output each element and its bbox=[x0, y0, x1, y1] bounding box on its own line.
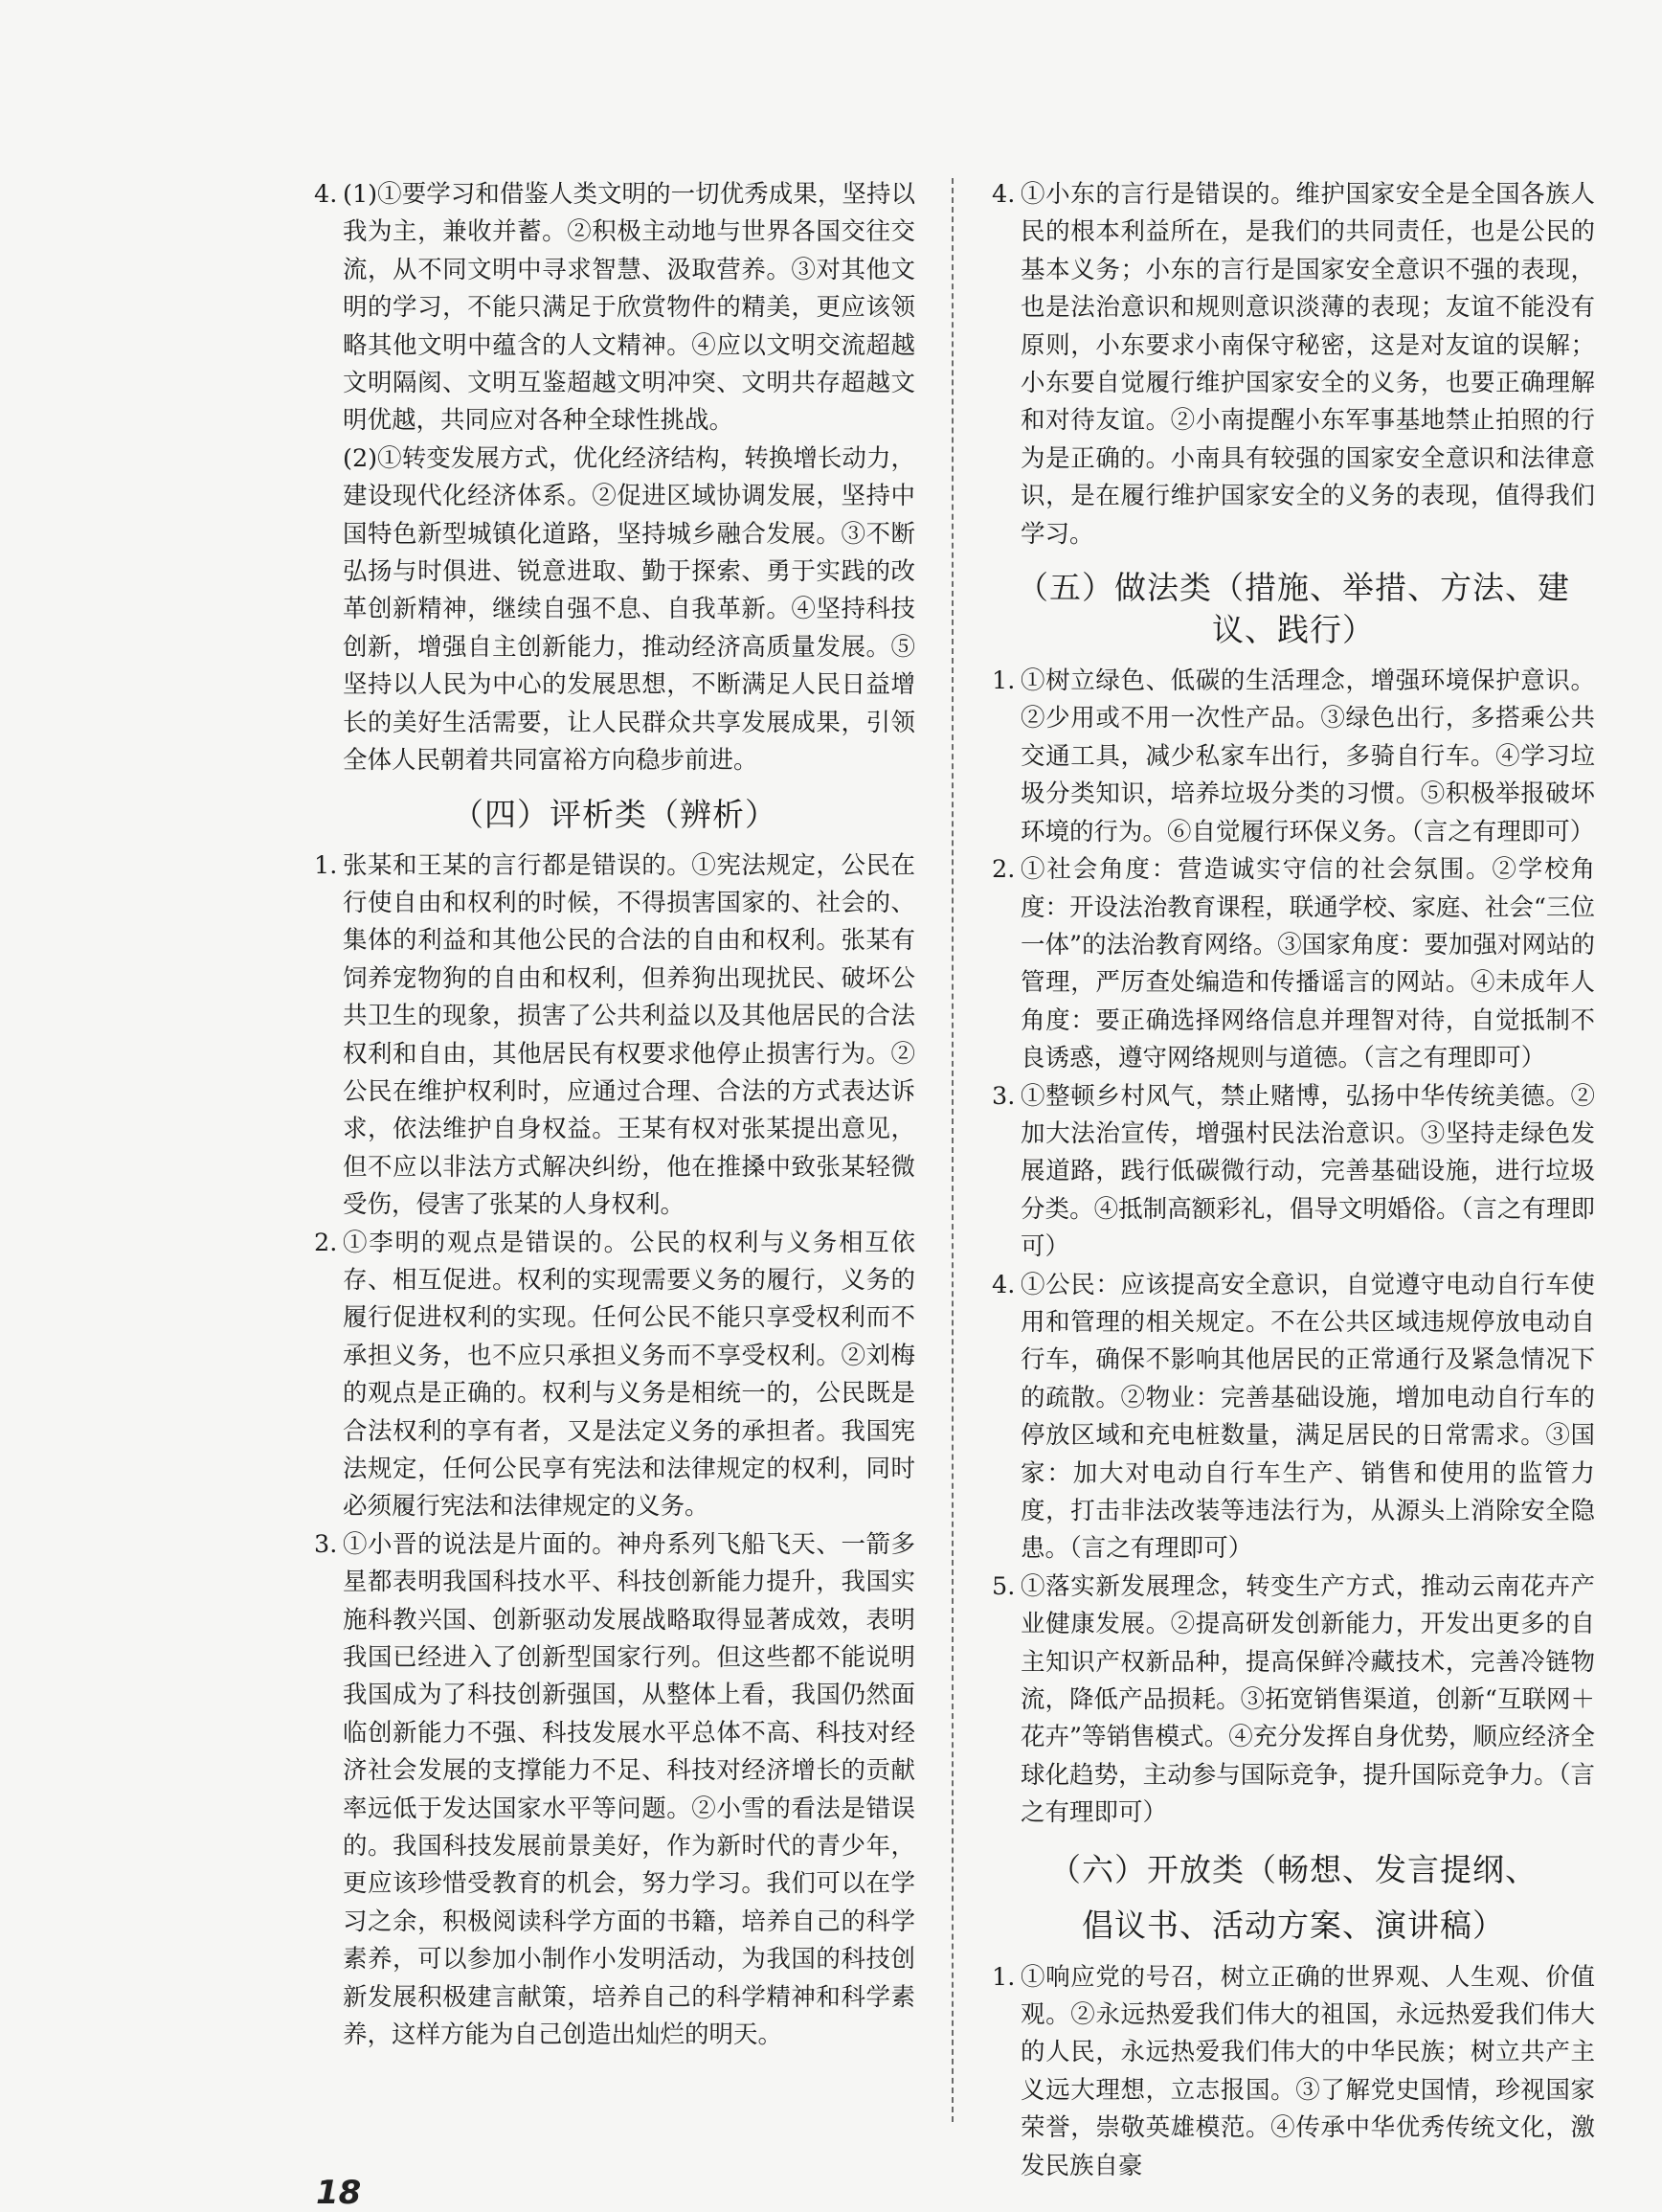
answer-part-1: (1)①要学习和借鉴人类文明的一切优秀成果，坚持以我为主，兼收并蓄。②积极主动地与世界各国交往交流，从不同文明中寻求智慧、汲取营养。③对其他文明的学习，不能只满足于欣赏物件的精美，更应该领略其他文明中蕴含的人文精神。④应以文明交流超越文明隔阂、文明互鉴超越文明冲突、文明共存超越文明优越，共同应对各种全球性挑战。 bbox=[343, 180, 915, 436]
answer-part-2: (2)①转变发展方式，优化经济结构，转换增长动力，建设现代化经济体系。②促进区域协调发展，坚持中国特色新型城镇化道路，坚持城乡融合发展。③不断弘扬与时俱进、锐意进取、勤于探索、勇于实践的改革创新精神，继续自强不息、自我革新。④坚持科技创新，增强自主创新能力，推动经济高质量发展。⑤坚持以人民为中心的发展思想，不断满足人民日益增长的美好生活需要，让人民群众共享发展成果，引领全体人民朝着共同富裕方向稳步前进。 bbox=[343, 443, 915, 776]
item-text: ①公民：应该提高安全意识，自觉遵守电动自行车使用和管理的相关规定。不在公共区域违规停放电动自行车，确保不影响其他居民的正常通行及紧急情况下的疏散。②物业：完善基础设施，增加电动自行车的停放区域和充电桩数量，满足居民的日常需求。③国家：加大对电动自行车生产、销售和使用的监管力度，打击非法改装等违法行为，从源头上消除安全隐患。（言之有理即可） bbox=[1021, 1270, 1595, 1564]
list-item bbox=[314, 1225, 915, 1526]
item-text: ①落实新发展理念，转变生产方式，推动云南花卉产业健康发展。②提高研发创新能力，开发出更多的自主知识产权新品种，提高保鲜冷藏技术，完善冷链物流，降低产品损耗。③拓宽销售渠道，创新“互联网＋花卉”等销售模式。④充分发挥自身优势，顺应经济全球化趋势，主动参与国际竞争，提升国际竞争力。（言之有理即可） bbox=[1021, 1571, 1595, 1828]
item-text: ①小晋的说法是片面的。神舟系列飞船飞天、一箭多星都表明我国科技水平、科技创新能力提升，我国实施科教兴国、创新驱动发展战略取得显著成效，表明我国已经进入了创新型国家行列。但这些都不能说明我国成为了科技创新强国，从整体上看，我国仍然面临创新能力不强、科技发展水平总体不高、科技对经济社会发展的支撑能力不足、科技对经济增长的贡献率远低于发达国家水平等问题。②小雪的看法是错误的。我国科技发展前景美好，作为新时代的青少年，更应该珍惜受教育的机会，努力学习。我们可以在学习之余，积极阅读科学方面的书籍，培养自己的科学素养，可以参加小制作小发明活动，为我国的科技创新发展积极建言献策，培养自己的科学精神和科学素养，这样方能为自己创造出灿烂的明天。 bbox=[343, 1529, 915, 2050]
section-title-practice: （五）做法类（措施、举措、方法、建议、践行） bbox=[1017, 569, 1570, 649]
list-item bbox=[992, 663, 1595, 851]
item-number: 4. bbox=[992, 180, 1016, 209]
question-4-right bbox=[992, 176, 1595, 553]
item-number: 1. bbox=[992, 1962, 1016, 1992]
list-item bbox=[314, 1526, 915, 2055]
question-4-left bbox=[314, 176, 915, 440]
item-text: ①树立绿色、低碳的生活理念，增强环境保护意识。②少用或不用一次性产品。③绿色出行，多搭乘公共交通工具，减少私家车出行，多骑自行车。④学习垃圾分类知识，培养垃圾分类的习惯。⑤积极举报破坏环境的行为。⑥自觉履行环保义务。（言之有理即可） bbox=[1021, 666, 1595, 846]
item-text: ①李明的观点是错误的。公民的权利与义务相互依存、相互促进。权利的实现需要义务的履行，义务的履行促进权利的实现。任何公民不能只享受权利而不承担义务，也不应只承担义务而不享受权利。②刘梅的观点是正确的。权利与义务是相统一的，公民既是合法权利的享有者，又是法定义务的承担者。我国宪法规定，任何公民享有宪法和法律规定的权利，同时必须履行宪法和法律规定的义务。 bbox=[343, 1228, 915, 1522]
list-item bbox=[992, 1959, 1595, 2185]
item-text: ①社会角度：营造诚实守信的社会氛围。②学校角度：开设法治教育课程，联通学校、家庭、社会“三位一体”的法治教育网络。③国家角度：要加强对网站的管理，严厉查处编造和传播谣言的网站。④未成年人角度：要正确选择网络信息并理智对待，自觉抵制不良诱惑，遵守网络规则与道德。（言之有理即可） bbox=[1021, 855, 1595, 1073]
column-divider bbox=[952, 178, 954, 2122]
list-item bbox=[314, 847, 915, 1225]
item-number: 3. bbox=[992, 1081, 1016, 1111]
page-number: 18 bbox=[316, 2174, 362, 2212]
item-text: ①整顿乡村风气，禁止赌博，弘扬中华传统美德。②加大法治宣传，增强村民法治意识。③坚持走绿色发展道路，践行低碳微行动，完善基础设施，进行垃圾分类。④抵制高额彩礼，倡导文明婚俗。（言之有理即可） bbox=[1021, 1081, 1595, 1262]
list-item bbox=[992, 1569, 1595, 1833]
right-column bbox=[992, 176, 1595, 2185]
list-item bbox=[992, 1078, 1595, 1267]
item-number: 4. bbox=[314, 180, 338, 209]
item-number: 2. bbox=[314, 1228, 338, 1257]
item-text: ①小东的言行是错误的。维护国家安全是全国各族人民的根本利益所在，是我们的共同责任，也是公民的基本义务；小东的言行是国家安全意识不强的表现，也是法治意识和规则意识淡薄的表现；友谊不能没有原则，小东要求小南保守秘密，这是对友谊的误解；小东要自觉履行维护国家安全的义务，也要正确理解和对待友谊。②小南提醒小东军事基地禁止拍照的行为是正确的。小南具有较强的国家安全意识和法律意识，是在履行维护国家安全的义务的表现，值得我们学习。 bbox=[1021, 180, 1595, 549]
item-number: 5. bbox=[992, 1571, 1016, 1601]
item-number: 3. bbox=[314, 1529, 338, 1559]
section-title-open bbox=[992, 1842, 1595, 1953]
item-number: 4. bbox=[992, 1270, 1016, 1299]
section-title-line: （六）开放类（畅想、发言提纲、 bbox=[1049, 1850, 1538, 1888]
list-item bbox=[992, 851, 1595, 1077]
left-column bbox=[314, 176, 915, 2055]
section-title-evaluation: （四）评析类（辨析） bbox=[452, 795, 777, 833]
section-title-line: 倡议书、活动方案、演讲稿） bbox=[1082, 1906, 1505, 1944]
item-number: 1. bbox=[314, 850, 338, 880]
item-text: ①响应党的号召，树立正确的世界观、人生观、价值观。②永远热爱我们伟大的祖国，永远热爱我们伟大的人民，永远热爱我们伟大的中华民族；树立共产主义远大理想，立志报国。③了解党史国情，珍视国家荣誉，崇敬英雄模范。④传承中华优秀传统文化，激发民族自豪 bbox=[1021, 1962, 1595, 2180]
item-number: 1. bbox=[992, 666, 1016, 696]
item-number: 2. bbox=[992, 855, 1016, 885]
list-item bbox=[992, 1267, 1595, 1569]
item-text: 张某和王某的言行都是错误的。①宪法规定，公民在行使自由和权利的时候，不得损害国家的、社会的、集体的利益和其他公民的合法的自由和权利。张某有饲养宠物狗的自由和权利，但养狗出现扰民、破坏公共卫生的现象，损害了公共利益以及其他居民的合法权利和自由，其他居民有权要求他停止损害行为。②公民在维护权利时，应通过合理、合法的方式表达诉求，依法维护自身权益。王某有权对张某提出意见，但不应以非法方式解决纠纷，他在推搡中致张某轻微受伤，侵害了张某的人身权利。 bbox=[343, 850, 915, 1220]
